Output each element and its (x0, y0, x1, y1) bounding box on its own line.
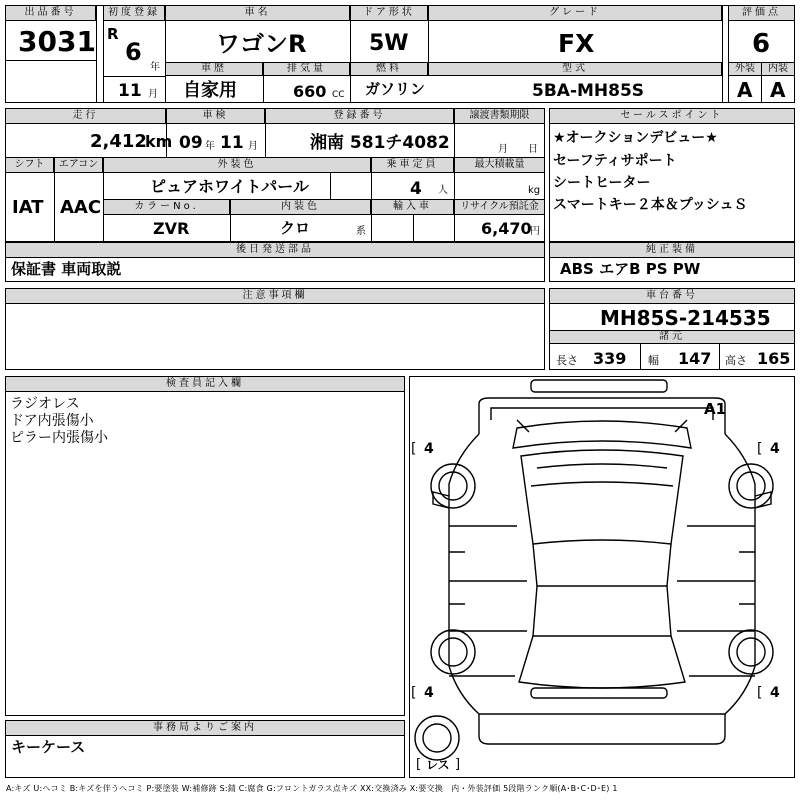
capacity-unit: 人 (438, 185, 448, 196)
chassis-number-label: 車台番号 (549, 288, 795, 304)
fuel-label: 燃料 (350, 62, 428, 76)
exterior-grade: A (737, 78, 753, 102)
tire-rear-left (431, 630, 475, 674)
inspector-note: ラジオレス (10, 396, 80, 412)
sales-points-label: セールスポイント (549, 108, 795, 124)
inspection-month: 11 (220, 133, 244, 153)
recycle-fee: 6,470 (481, 219, 532, 238)
spare-bracket-close: ] (455, 757, 461, 772)
era: R (107, 25, 119, 43)
sales-point: スマートキー２本＆プッシュＳ (553, 197, 748, 213)
tire-bracket-left: [ (757, 685, 763, 701)
height: 165 (757, 349, 791, 368)
spare-tire (415, 716, 459, 760)
exterior-grade-label: 外装 (728, 62, 762, 76)
width: 147 (678, 349, 712, 368)
aircon-label: エアコン (54, 157, 103, 173)
spare-tire-status: レス (426, 758, 450, 772)
interior-grade-label: 内装 (761, 62, 795, 76)
rear-window (519, 636, 685, 688)
aircon-type: AAC (60, 197, 102, 218)
tire-rear-right (729, 630, 773, 674)
door-type-label: ドア形状 (350, 5, 428, 21)
listing-number-label: 出品番号 (5, 5, 96, 21)
import-label: 輸入車 (371, 199, 454, 215)
width-label: 幅 (648, 354, 659, 367)
interior-color: クロ (280, 219, 311, 237)
car-history: 自家用 (183, 80, 237, 101)
shift-type: IAT (12, 197, 44, 218)
interior-color-unit: 系 (356, 226, 366, 237)
inspector-notes-label: 検査員記入欄 (5, 376, 405, 392)
tire-depth-front-right: 4 (770, 441, 780, 457)
damage-mark-a1: A1 (704, 400, 727, 418)
legend: A:キズ U:ヘコミ B:キズを伴うヘコミ P:要塗装 W:補修跡 S:錆 C:腐食 G:フロントガラス点キズ XX:交換済み X:要交換 内・外装評価 5段階ランク順(A･B･C･D･E) 1 (6, 784, 618, 793)
inspection-year: 09 (179, 133, 203, 153)
vehicle-details-block (5, 108, 545, 242)
interior-grade: A (770, 78, 786, 102)
car-name: ワゴンR (216, 30, 307, 58)
genuine-equipment: ABS エアB PS PW (560, 260, 701, 278)
transfer-month-unit: 月 (498, 144, 508, 155)
recycle-fee-unit: 円 (530, 226, 540, 237)
year-unit: 年 (150, 62, 160, 73)
exterior-color: ピュアホワイトパール (150, 177, 309, 196)
model-label: 型式 (428, 62, 722, 76)
transfer-day-unit: 日 (528, 144, 538, 155)
load-unit: kg (528, 185, 541, 196)
displacement-unit: CC (332, 90, 345, 100)
plate-label: 登録番号 (265, 108, 454, 124)
exterior-color-label: 外装色 (103, 157, 371, 173)
inspector-note: ドア内張傷小 (10, 413, 94, 429)
tire-depth-rear-left: 4 (424, 685, 434, 701)
color-number: ZVR (153, 219, 190, 238)
genuine-equipment-label: 純正装備 (549, 242, 795, 258)
displacement-label: 排気量 (263, 62, 350, 76)
tire-depth-front-left: 4 (424, 441, 434, 457)
tire-front-left (431, 464, 475, 508)
max-load-label: 最大積載量 (454, 157, 545, 173)
inspection-month-unit: 月 (248, 141, 258, 152)
shift-label: シフト (5, 157, 54, 173)
dimensions-label: 諸元 (549, 330, 795, 344)
grade-label: グレード (428, 5, 722, 21)
registration-month: 11 (118, 81, 142, 101)
capacity-label: 乗車定員 (371, 157, 454, 173)
hood (479, 398, 725, 434)
sales-point: セーフティサポート (553, 153, 677, 169)
spare-bracket: [ (416, 757, 422, 772)
sales-point: シートヒーター (553, 175, 651, 191)
tire-depth-rear-right: 4 (770, 685, 780, 701)
seating-capacity: 4 (410, 179, 422, 199)
tire-bracket-left: [ (757, 441, 763, 457)
inspector-note: ピラー内張傷小 (10, 430, 108, 446)
car-name-label: 車名 (165, 5, 350, 21)
score-label: 評価点 (728, 5, 795, 21)
interior-color-label: 内装色 (230, 199, 371, 215)
recycle-fee-label: リサイクル預託金 (454, 199, 545, 215)
chassis-number: MH85S-214535 (600, 306, 771, 330)
length: 339 (593, 349, 627, 368)
car-diagram (409, 376, 795, 778)
mileage-unit: km (145, 132, 173, 151)
mileage-label: 走行 (5, 108, 166, 124)
score: 6 (752, 29, 771, 59)
first-registration-label: 初度登録 (103, 5, 165, 21)
sales-point: ★オークションデビュー★ (553, 130, 718, 146)
grade: FX (558, 29, 595, 58)
tire-front-right (729, 464, 773, 508)
body-outline (449, 434, 755, 714)
office-notes-label: 事務局よりご案内 (5, 720, 405, 736)
later-parts-label: 後日発送部品 (5, 242, 545, 258)
model-code: 5BA-MH85S (532, 81, 645, 101)
height-label: 高さ (725, 354, 747, 367)
later-parts: 保証書 車両取説 (11, 260, 122, 278)
registration-year: 6 (125, 38, 142, 66)
month-unit: 月 (148, 89, 158, 100)
inspection-label: 車検 (166, 108, 265, 124)
tire-bracket-left: [ (411, 685, 417, 701)
windshield (513, 421, 691, 448)
displacement: 660 (293, 82, 327, 101)
plate-number: 湘南 581チ4082 (310, 133, 450, 153)
history-label: 車歴 (165, 62, 263, 76)
inspection-year-unit: 年 (205, 141, 215, 152)
transfer-deadline-label: 譲渡書類期限 (454, 108, 545, 124)
door-type: 5W (369, 31, 409, 56)
tire-bracket-left: [ (411, 441, 417, 457)
caution-label: 注意事項欄 (5, 288, 545, 304)
office-note: キーケース (11, 738, 86, 756)
front-bumper (531, 380, 667, 392)
fuel: ガソリン (365, 80, 426, 98)
length-label: 長さ (556, 354, 578, 367)
listing-number: 3031 (18, 25, 96, 58)
color-no-label: カラーNo. (103, 199, 230, 215)
rear-bumper (531, 688, 667, 698)
mileage: 2,412 (90, 131, 147, 152)
